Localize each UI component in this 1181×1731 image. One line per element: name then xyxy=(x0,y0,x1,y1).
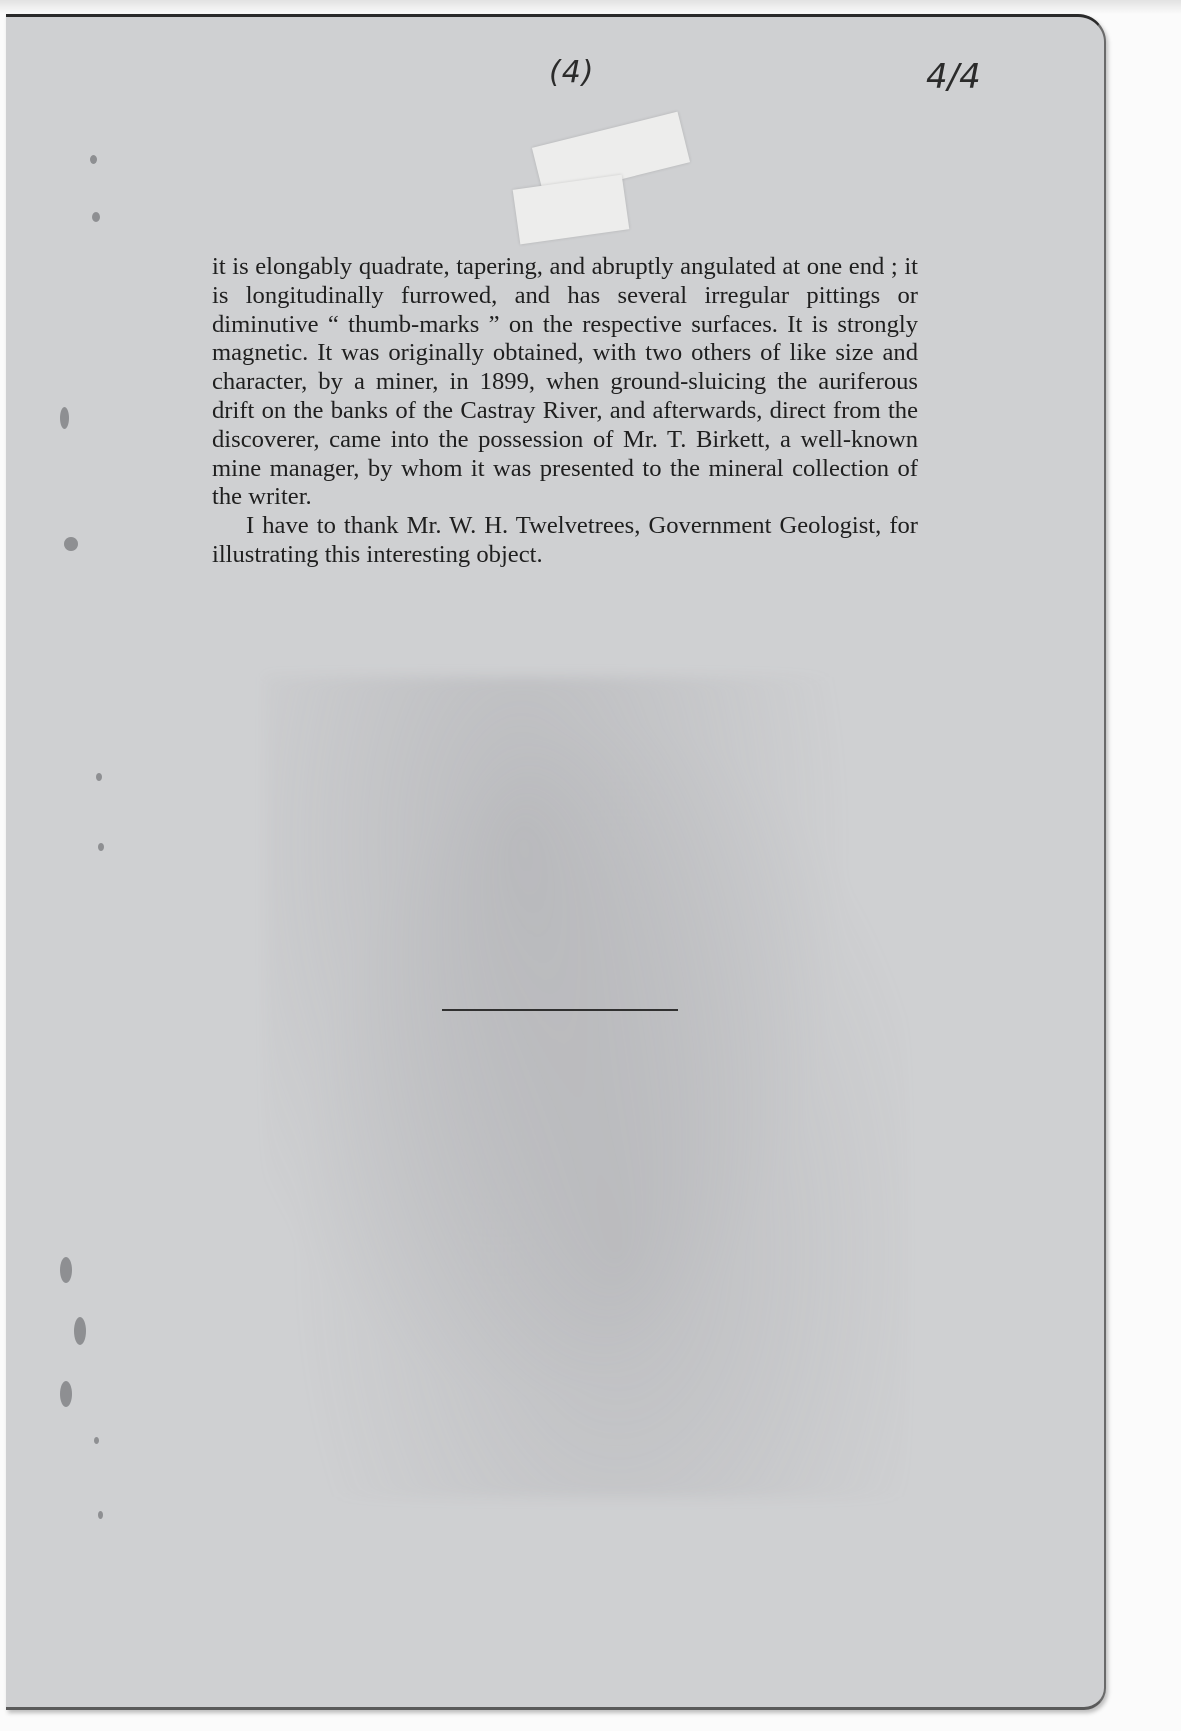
binding-hole xyxy=(96,773,102,781)
binding-hole xyxy=(60,1381,72,1407)
binding-hole xyxy=(64,537,78,551)
paragraph: I have to thank Mr. W. H. Twelvetrees, Government Geologist, for illustrating this interesting object. xyxy=(212,512,918,568)
binding-hole xyxy=(60,1257,72,1283)
tape-strip xyxy=(513,175,630,245)
binding-hole xyxy=(90,155,97,164)
handwritten-page-number: (4) xyxy=(549,55,595,90)
binding-hole xyxy=(94,1437,99,1444)
binding-hole xyxy=(74,1317,86,1345)
binding-hole xyxy=(92,212,100,222)
paragraph: it is elongably quadrate, tapering, and abruptly angulated at one end ; it is longitudinally furrowed, and has several irregular pittings or diminutive “ thumb-marks ” on the respective surfaces. It is strongly magnetic. It was originally obtained, with two others of like size and character, by a miner, in 1899, when ground-sluicing the auriferous drift on the banks of the Castray River, and afterwards, direct from the discoverer, came into the possession of Mr. T. Birkett, a well-known mine manager, by whom it was presented to the mineral collection of the writer. xyxy=(212,253,918,511)
handwritten-folio: 4/4 xyxy=(926,57,981,97)
body-text xyxy=(212,253,918,570)
binding-hole xyxy=(98,1511,103,1519)
section-rule xyxy=(442,1009,678,1011)
scan-background xyxy=(0,0,1181,14)
show-through-text xyxy=(266,677,906,1497)
binding-hole xyxy=(98,843,104,851)
binding-hole xyxy=(60,407,69,429)
document-page xyxy=(6,14,1106,1710)
